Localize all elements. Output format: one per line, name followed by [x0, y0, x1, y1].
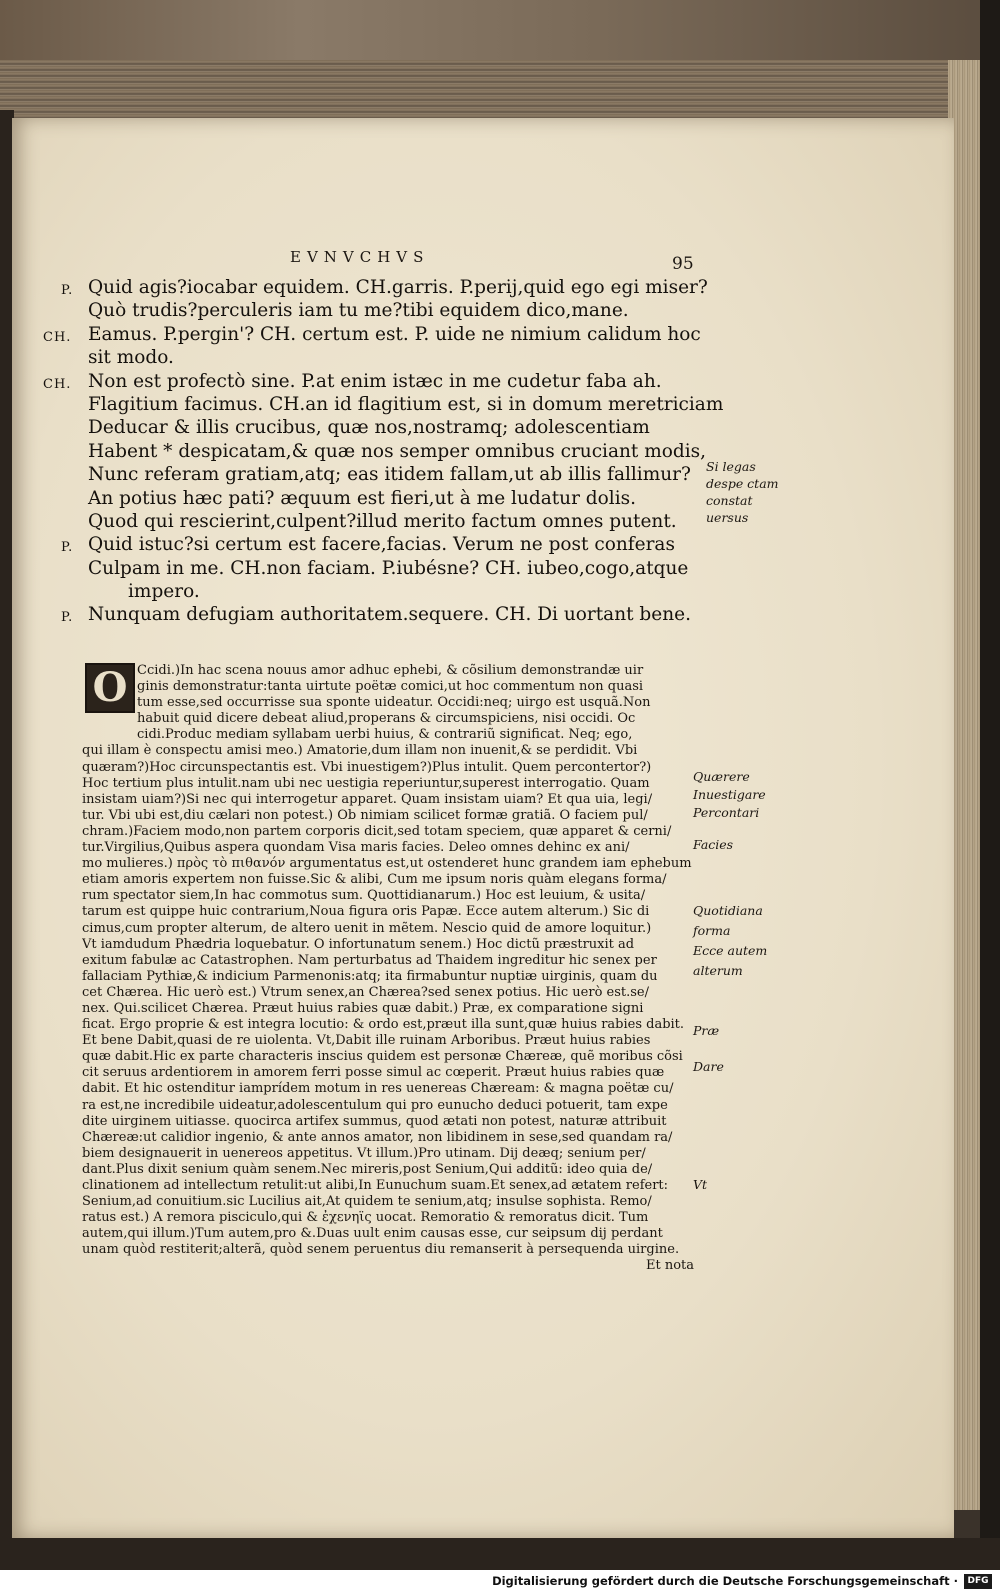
verse-text: Eamus. P.pergin'? CH. certum est. P. uide ne nimium calidum hoc: [88, 323, 701, 345]
verse-line: [40, 276, 720, 299]
commentary-line: autem,qui illum.)Tum autem,pro &.Duas uult enim causas esse, cur seipsum dij perdant: [82, 1226, 663, 1242]
commentary-line: tum esse,sed occurrisse sua sponte uideatur. Occidi:neq; uirgo est usquã.Non: [137, 695, 651, 711]
commentary-line: mo mulieres.) πρὸς τὸ πιθανόν argumentatus est,ut ostenderet hunc grandem iam ephebum: [82, 856, 692, 872]
verse-line: [40, 487, 720, 510]
verse-line: [40, 580, 720, 603]
page-number: 95: [672, 254, 694, 274]
verse-line: [40, 557, 720, 580]
verse-block: [40, 276, 724, 627]
dfg-logo: DFG: [964, 1574, 992, 1589]
speaker-label: P.: [61, 610, 74, 626]
verse-line: [40, 463, 720, 486]
verse-line: [40, 603, 720, 626]
commentary-line: etiam amoris expertem non fuisse.Sic & alibi, Cum me ipsum noris quàm elegans forma/: [82, 872, 667, 888]
verse-text: Nunquam defugiam authoritatem.sequere. CH. Di uortant bene.: [88, 604, 691, 626]
commentary-line: tarum est quippe huic contrarium,Noua figura oris Papæ. Ecce autem alterum.) Sic di: [82, 904, 650, 920]
commentary-line: clinationem ad intellectum retulit:ut alibi,In Eunuchum suam.Et senex,ad ætatem refert:: [82, 1178, 669, 1193]
verse-text: Habent * despicatam,& quæ nos semper omnibus cruciant modis,: [88, 440, 707, 462]
commentary-line: nex. Qui.scilicet Chærea. Præut huius rabies quæ dabit.) Præ, ex comparatione signi: [82, 1000, 644, 1016]
book-top-edge: [0, 0, 1000, 120]
margin-note-verse: Si legas despe ctam constat uersus: [706, 459, 779, 525]
verse-text: Culpam in me. CH.non faciam. P.iubésne? CH. iubeo,cogo,atque: [88, 557, 689, 579]
running-head: EVNVCHVS: [290, 248, 430, 266]
drop-initial: O: [85, 663, 135, 713]
verse-text: Nunc referam gratiam,atq; eas itidem fallam,ut ab illis fallimur?: [88, 464, 691, 486]
commentary-line: Chæreæ:ut calidior ingenio, & ante annos amator, non libidinem in sese,sed quandam ra/: [82, 1129, 673, 1145]
gloss-note: Quotidiana: [693, 903, 763, 918]
commentary-block: [82, 663, 694, 1275]
footer-bar: [0, 1570, 1000, 1594]
verse-line: [40, 299, 720, 322]
verse-line: [40, 533, 720, 556]
commentary-line: ginis demonstratur:tanta uirtute poëtæ comici,ut hoc commentum non quasi: [137, 679, 644, 695]
speaker-label: P.: [61, 283, 74, 298]
commentary-line: Ccidi.)In hac scena nouus amor adhuc ephebi, & cõsilium demonstrandæ uir: [137, 663, 644, 678]
verse-line: [40, 346, 720, 369]
commentary-line: cidi.Produc mediam syllabam uerbi huius, & contrariũ significat. Neq; ego,: [137, 727, 633, 743]
gloss-note: Vt: [693, 1177, 708, 1192]
gloss-note: alterum: [693, 963, 743, 978]
commentary-line: chram.)Faciem modo,non partem corporis dicit,sed totam speciem, quæ apparet & cerni/: [82, 823, 672, 839]
commentary-line: Hoc tertium plus intulit.nam ubi nec uestigia reperiuntur,superest interrogatio. Quam: [82, 775, 650, 791]
commentary-line: qui illam è conspectu amisi meo.) Amatorie,dum illam non inuenit,& se perdidit. Vbi: [82, 743, 638, 759]
footer-credit: Digitalisierung gefördert durch die Deutsche Forschungsgemeinschaft ·: [492, 1574, 958, 1588]
commentary-line: biem designauerit in uenereos appetitus. Vt illum.)Pro utinam. Dij deæq; senium per/: [82, 1145, 646, 1161]
catchword: Et nota: [645, 1258, 694, 1274]
commentary-line: habuit quid dicere debeat aliud,properans & circumspiciens, nisi occidi. Oc: [137, 711, 636, 727]
commentary-line: cet Chærea. Hic uerò est.) Vtrum senex,an Chærea?sed senex potius. Hic uerò est.se/: [82, 984, 650, 1000]
commentary-line: insistam uiam?)Si nec qui interrogetur apparet. Quam insistam uiam? Et qua uia, legi/: [82, 791, 653, 807]
speaker-label: P.: [61, 540, 74, 556]
gloss-note: Dare: [693, 1059, 724, 1074]
commentary-line: fallaciam Pythiæ,& indicium Parmenonis:atq; ita firmabuntur nuptiæ uirginis, quam du: [82, 968, 658, 984]
verse-text: impero.: [128, 581, 200, 603]
commentary-line: rum spectator siem,In hac commotus sum. Quottidianarum.) Hoc est leuium, & usita/: [82, 888, 646, 904]
commentary-line: quæram?)Hoc circunspectantis est. Vbi inuestigem?)Plus intulit. Quem percontertor?): [82, 759, 652, 775]
commentary-line: tur. Vbi ubi est,diu cælari non potest.) Ob nimiam scilicet formæ gratiã. O faciem pul/: [82, 807, 648, 823]
verse-line: [40, 323, 720, 346]
commentary-line: Senium,ad conuitium.sic Lucilius ait,At quidem te senium,atq; insulse sophista. Remo/: [82, 1194, 652, 1210]
speaker-label: CH.: [43, 329, 72, 345]
verse-line: [40, 510, 720, 533]
commentary-line: tur.Virgilius,Quibus aspera quondam Visa maris facies. Deleo omnes dehinc ex ani/: [82, 840, 630, 856]
commentary-line: quæ dabit.Hic ex parte characteris inscius quidem est personæ Chæreæ, quẽ moribus cõsi: [82, 1049, 683, 1065]
commentary-line: cimus,cum propter alterum, de altero uenit in mẽtem. Nescio quid de amore loquitur.): [82, 920, 652, 936]
verse-text: Non est profectò sine. P.at enim istæc in me cudetur faba ah.: [88, 370, 662, 392]
commentary-line: dabit. Et hic ostenditur iamprídem motum in res uenereas Chæream: & magna poëtæ cu/: [82, 1081, 674, 1097]
verse-line: [40, 416, 720, 439]
commentary-line: dite uirginem uitiasse. quocirca artifex summus, quod ætati non potest, naturæ attribuit: [82, 1113, 667, 1129]
verse-text: Deducar & illis crucibus, quæ nos,nostramq; adolescentiam: [88, 417, 650, 439]
commentary-line: Et bene Dabit,quasi de re uiolenta. Vt,Dabit ille ruinam Arboribus. Præut huius rabies: [82, 1033, 651, 1049]
gloss-note: Inuestigare: [693, 787, 766, 802]
verse-line: [40, 393, 724, 416]
verse-text: Quid agis?iocabar equidem. CH.garris. P.perij,quid ego egi miser?: [88, 277, 708, 298]
gloss-note: forma: [693, 923, 731, 938]
verse-text: Quid istuc?si certum est facere,facias. Verum ne post conferas: [88, 534, 675, 556]
commentary-line: exitum fabulæ ac Catastrophen. Nam perturbatus ad Thaidem ingreditur hic senex per: [82, 952, 657, 968]
verse-line: [40, 440, 720, 463]
gloss-note: Facies: [693, 837, 734, 852]
verse-line: [40, 370, 720, 393]
verse-text: An potius hæc pati? æquum est fieri,ut à me ludatur dolis.: [88, 487, 636, 509]
verse-text: Quò trudis?perculeris iam tu me?tibi equidem dico,mane.: [88, 300, 629, 322]
commentary-line: Vt iamdudum Phædria loquebatur. O infortunatum senem.) Hoc dictũ præstruxit ad: [82, 936, 635, 952]
commentary-line: cit seruus ardentiorem in amorem ferri posse simul ac cœperit. Præut huius rabies quæ: [82, 1065, 665, 1081]
background-right: [980, 0, 1000, 1594]
verse-text: Quod qui rescierint,culpent?illud merito factum omnes putent.: [88, 510, 677, 532]
gloss-note: Quærere: [693, 769, 750, 784]
gloss-note: Percontari: [693, 805, 760, 820]
book-cover: [0, 0, 1000, 60]
gloss-note: Præ: [693, 1023, 720, 1038]
commentary-line: ficat. Ergo proprie & est integra locutio: & ordo est,præut illa sunt,quæ huius rabies dabit.: [82, 1017, 685, 1033]
commentary-line: dant.Plus dixit senium quàm senem.Nec mireris,post Senium,Qui additũ: ideo quia de/: [82, 1161, 653, 1177]
commentary-line: ratus est.) A remora pisciculo,qui & ἐχενηΐς uocat. Remoratio & remoratus dicit. Tum: [82, 1210, 649, 1226]
verse-text: sit modo.: [88, 347, 174, 369]
verse-text: Flagitium facimus. CH.an id flagitium est, si in domum meretriciam: [88, 393, 724, 415]
background-bottom: [0, 1538, 1000, 1570]
gloss-note: Ecce autem: [693, 943, 768, 958]
commentary-line: unam quòd restiterit;alterã, quòd senem peruentus diu remanserit à persequenda uirgine.: [82, 1242, 680, 1258]
commentary-line: ra est,ne incredibile uideatur,adolescentulum qui pro eunucho deduci potuerit, tam expe: [82, 1097, 668, 1113]
speaker-label: CH.: [43, 376, 72, 392]
